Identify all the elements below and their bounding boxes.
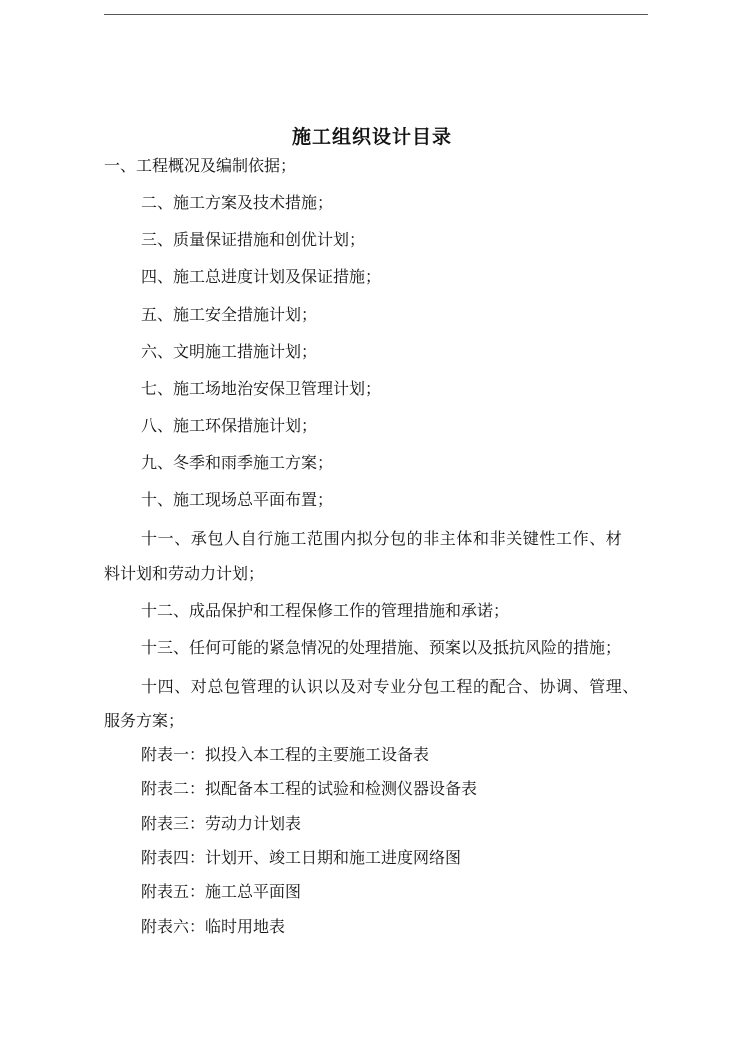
appendix-item: 附表二：拟配备本工程的试验和检测仪器设备表 xyxy=(141,779,478,798)
toc-item-continuation: 服务方案； xyxy=(104,711,185,730)
toc-item: 十二、成品保护和工程保修工作的管理措施和承诺； xyxy=(141,601,510,620)
appendix-item: 附表一：拟投入本工程的主要施工设备表 xyxy=(141,745,430,764)
toc-item: 十三、任何可能的紧急情况的处理措施、预案以及抵抗风险的措施； xyxy=(141,638,622,657)
toc-item: 八、施工环保措施计划； xyxy=(141,416,318,435)
header-rule xyxy=(104,14,648,15)
toc-item: 二、施工方案及技术措施； xyxy=(141,193,334,212)
toc-item: 十一、承包人自行施工范围内拟分包的非主体和非关键性工作、材 xyxy=(141,529,623,548)
toc-item: 十四、对总包管理的认识以及对专业分包工程的配合、协调、管理、 xyxy=(141,677,640,696)
appendix-item: 附表三：劳动力计划表 xyxy=(141,814,302,833)
appendix-item: 附表六：临时用地表 xyxy=(141,917,286,936)
document-title: 施工组织设计目录 xyxy=(291,126,452,148)
toc-item: 六、文明施工措施计划； xyxy=(141,342,318,361)
toc-item: 九、冬季和雨季施工方案； xyxy=(141,453,334,472)
toc-item: 十、施工现场总平面布置； xyxy=(141,490,334,509)
appendix-item: 附表五：施工总平面图 xyxy=(141,882,302,901)
toc-item: 一、工程概况及编制依据； xyxy=(104,156,297,175)
toc-item: 五、施工安全措施计划； xyxy=(141,305,318,324)
appendix-item: 附表四：计划开、竣工日期和施工进度网络图 xyxy=(141,848,462,867)
toc-item: 三、质量保证措施和创优计划； xyxy=(141,230,366,249)
toc-item: 七、施工场地治安保卫管理计划； xyxy=(141,379,382,398)
toc-item: 四、施工总进度计划及保证措施； xyxy=(141,267,382,286)
toc-item-continuation: 料计划和劳动力计划； xyxy=(104,564,265,583)
